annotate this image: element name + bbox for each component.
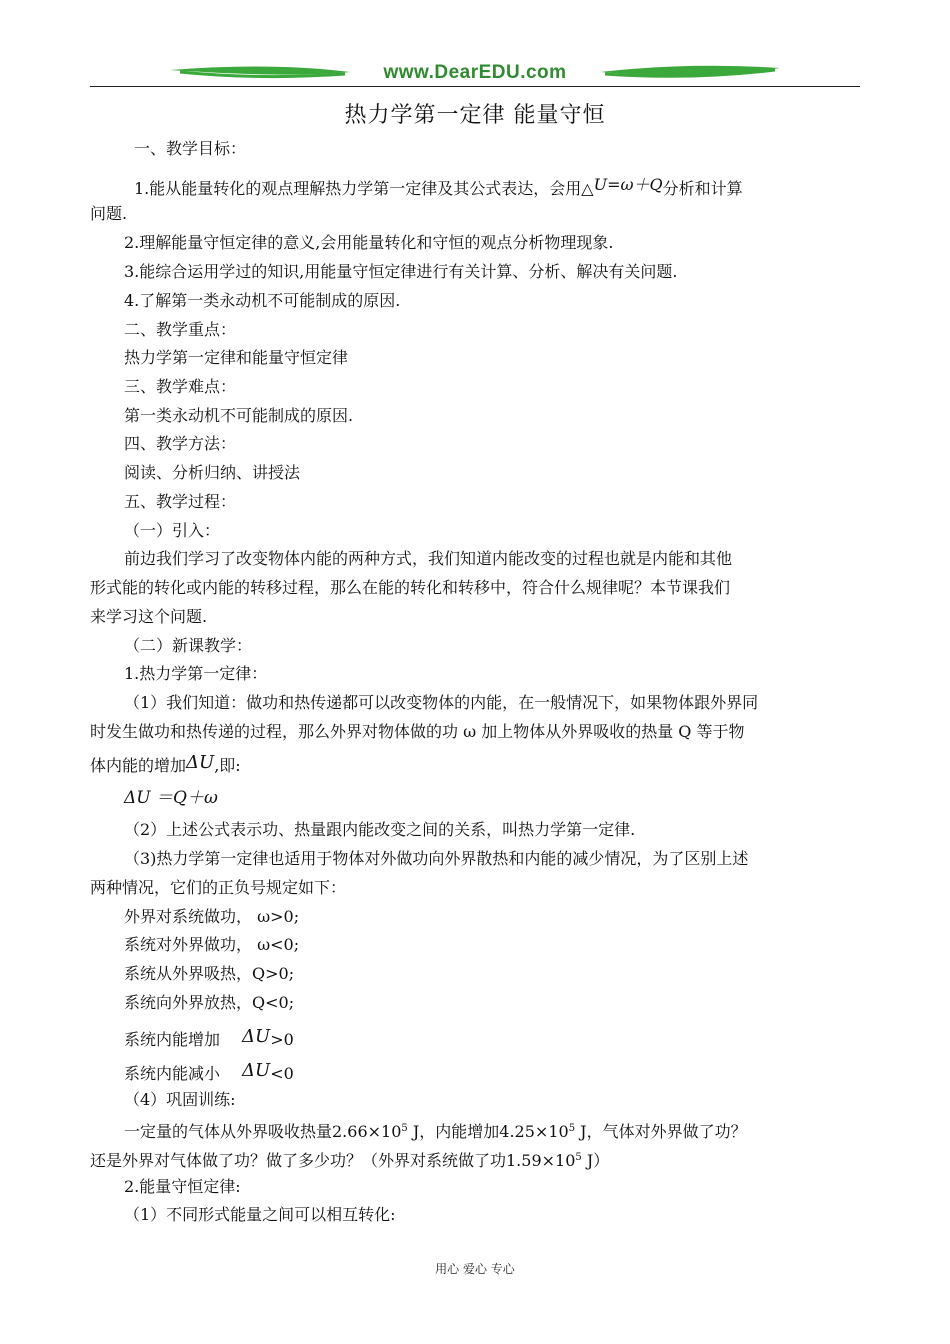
site-url: www.DearEDU.com	[383, 62, 567, 83]
paragraph-line: （3)热力学第一定律也适用于物体对外做功向外界散热和内能的减少情况，为了区别上述	[124, 849, 749, 868]
text-span: 一定量的气体从外界吸收热量2.66×10	[124, 1122, 402, 1141]
paragraph-line: 来学习这个问题.	[90, 607, 208, 626]
site-header-banner	[90, 58, 860, 94]
paragraph-line: 3.能综合运用学过的知识,用能量守恒定律进行有关计算、分析、解决有关问题.	[124, 262, 678, 281]
paragraph-line: 2.理解能量守恒定律的意义,会用能量转化和守恒的观点分析物理现象.	[124, 233, 614, 252]
text-span: 分析和计算	[662, 179, 743, 198]
header-divider	[90, 86, 860, 87]
text-span: >0	[270, 1030, 294, 1049]
paragraph-line: 系统从外界吸热，Q>0;	[124, 964, 295, 983]
paragraph-line: （2）上述公式表示功、热量跟内能改变之间的关系，叫热力学第一定律.	[124, 820, 636, 839]
section-heading: 四、教学方法：	[124, 434, 237, 453]
formula: ΔU	[242, 1026, 271, 1047]
formula: U=ω＋Q	[593, 175, 663, 194]
text-span: J，内能增加4.25×10	[407, 1122, 569, 1141]
paragraph-line: 系统向外界放热，Q<0;	[124, 993, 295, 1012]
page-footer: 用心 爱心 专心	[435, 1262, 515, 1276]
paragraph-line	[124, 1026, 294, 1051]
subsection-heading: （一）引入：	[124, 521, 221, 540]
paragraph-line: 外界对系统做功， ω>0;	[124, 907, 300, 926]
paragraph-line: （1）不同形式能量之间可以相互转化:	[124, 1205, 396, 1224]
paragraph-line: 阅读、分析归纳、讲授法	[124, 463, 301, 482]
formula: ΔU	[186, 752, 215, 773]
subsection-heading: （4）巩固训练:	[124, 1090, 236, 1109]
superscript: 5	[401, 1123, 408, 1134]
section-heading: 二、教学重点：	[124, 320, 237, 339]
subsection-heading: 1.热力学第一定律：	[124, 664, 268, 683]
paragraph-line	[124, 1118, 747, 1143]
superscript: 5	[575, 1152, 582, 1163]
text-span: 1.能从能量转化的观点理解热力学第一定律及其公式表达，会用△	[134, 179, 594, 198]
paragraph-line: 两种情况，它们的正负号规定如下：	[90, 878, 347, 897]
subsection-heading: （二）新课教学：	[124, 636, 253, 655]
paragraph-line: 前边我们学习了改变物体内能的两种方式，我们知道内能改变的过程也就是内能和其他	[124, 549, 733, 568]
paragraph-line	[90, 752, 241, 777]
paragraph-line	[124, 1060, 294, 1085]
paragraph-line	[134, 174, 743, 200]
paragraph-line	[90, 1147, 609, 1172]
section-heading: 五、教学过程：	[124, 492, 237, 511]
text-span: 系统内能增加	[124, 1030, 221, 1049]
paragraph-line: 第一类永动机不可能制成的原因.	[124, 406, 354, 425]
text-span: J）	[581, 1151, 610, 1170]
paragraph-line: 热力学第一定律和能量守恒定律	[124, 348, 349, 367]
paragraph-line: 时发生做功和热传递的过程，那么外界对物体做的功 ω 加上物体从外界吸收的热量 Q 等于物	[90, 722, 745, 741]
text-span: ,即:	[214, 756, 241, 775]
paragraph-line: 形式能的转化或内能的转移过程，那么在能的转化和转移中，符合什么规律呢？本节课我们	[90, 578, 731, 597]
paragraph-line: 问题.	[90, 204, 128, 223]
text-span: <0	[270, 1064, 294, 1083]
formula: ΔU	[242, 1060, 271, 1081]
text-span: J，气体对外界做了功？	[575, 1122, 747, 1141]
paragraph-line: 系统对外界做功， ω<0;	[124, 935, 300, 954]
text-span: 还是外界对气体做了功？做了多少功？（外界对系统做了功1.59×10	[90, 1151, 576, 1170]
text-span: 系统内能减小	[124, 1064, 221, 1083]
superscript: 5	[568, 1123, 576, 1134]
section-heading: 一、教学目标：	[134, 139, 247, 158]
document-title: 热力学第一定律 能量守恒	[344, 103, 606, 128]
section-heading: 三、教学难点：	[124, 377, 237, 396]
subsection-heading: 2.能量守恒定律:	[124, 1177, 241, 1196]
formula-line: ΔU ＝Q＋ω	[124, 788, 218, 808]
text-span: 体内能的增加	[90, 756, 187, 775]
paragraph-line: （1）我们知道：做功和热传递都可以改变物体的内能，在一般情况下，如果物体跟外界同	[124, 693, 759, 712]
paragraph-line: 4.了解第一类永动机不可能制成的原因.	[124, 291, 401, 310]
